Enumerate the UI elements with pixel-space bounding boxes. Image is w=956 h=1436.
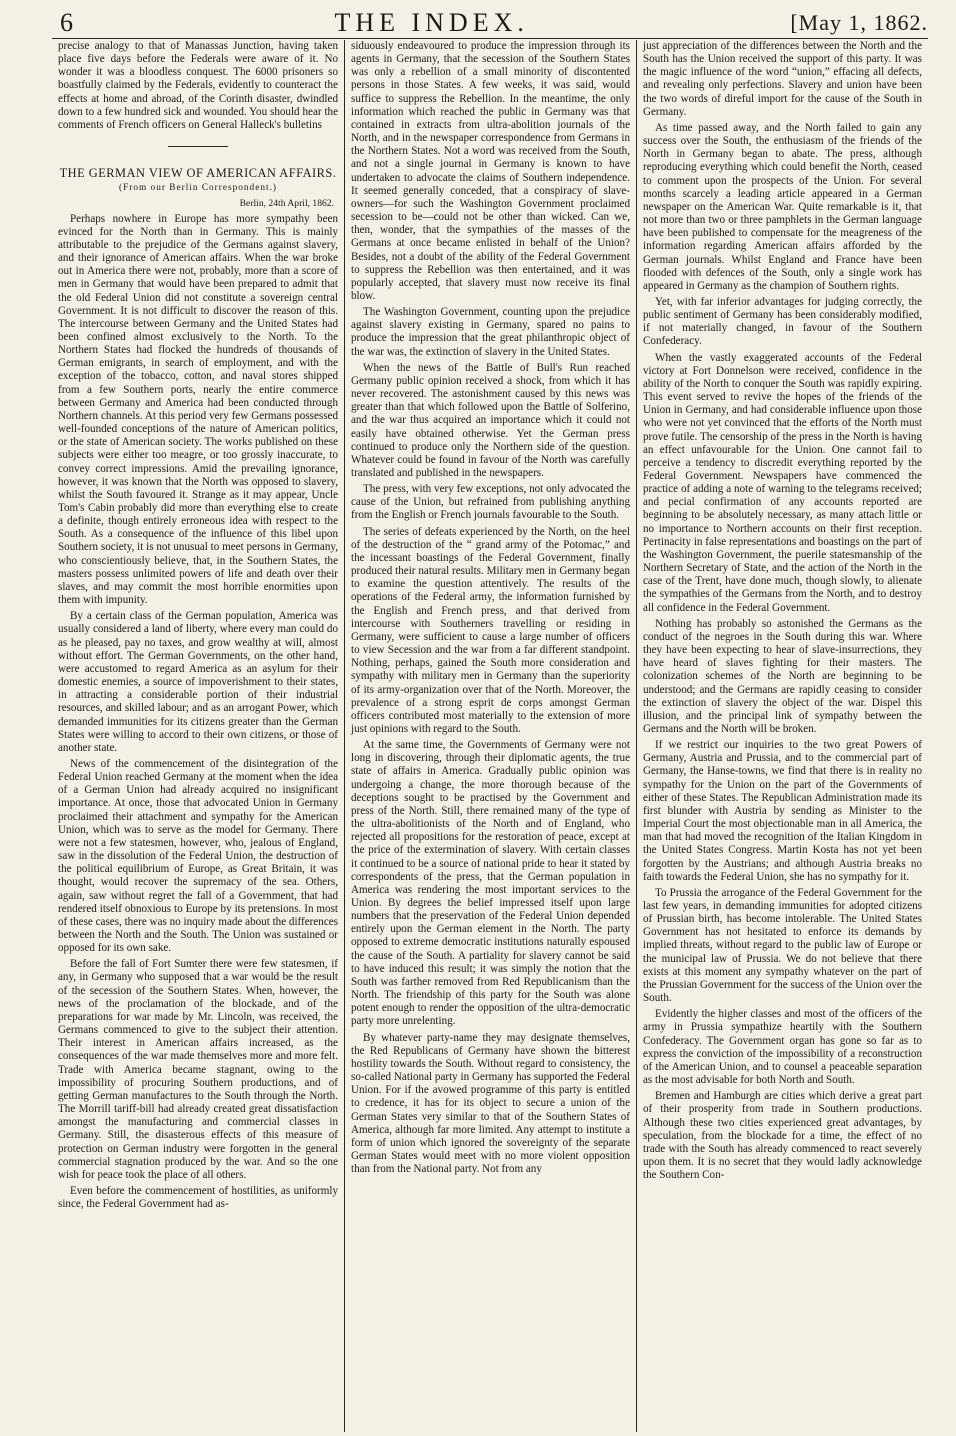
paragraph: To Prussia the arrogance of the Federal Government for the last few years, in demanding immunities for adopted citizens of Prussian birth, has become intolerable. The United States Government has not hesitated to enforce its demands by implied threats, without regard to the public law of Europe or the municipal law of Prussia. We do not believe that there exists at this moment any sympathy whatever on the part of the Prussian Government for the success of the Union over the South. — [643, 886, 922, 1005]
paragraph: Evidently the higher classes and most of the officers of the army in Prussia sympathize heartily with the Southern Confederacy. The Government organ has gone so far as to express the conviction of the impossibility of a reconstruction of the American Union, and to counsel a peaceable separation as the most advisable for both North and South. — [643, 1008, 922, 1087]
paragraph: By whatever party-name they may designate themselves, the Red Republicans of Germany have shown the bitterest hostility towards the South. Without regard to consistency, the so-called National party in Germany has supported the Federal Union. For if the avowed programme of this party is entitled to credence, it has for its object to secure a union of the German States very similar to that of the Southern States of America, although far more limited. Any attempt to institute a form of union which ignored the sovereignty of the separate German States would meet with no more violent opposition than from the National party. Not from any — [351, 1031, 630, 1176]
paragraph: Before the fall of Fort Sumter there were few statesmen, if any, in Germany who supposed that a war would be the result of the secession of the Southern States. When, however, the news of the proclamation of the blockade, and of the preparations for war made by Mr. Lincoln, was received, the Germans commenced to give to the subject their attention. Their interest in American affairs increased, as the consequences of the war made themselves more and more felt. Trade with America became stagnant, owing to the impossibility of procuring Southern productions, and of getting German manufactures to the South through the North. The Morrill tariff-bill had already created great dissatisfaction amongst the manufacturing and commercial classes in Germany. Still, the disasterous effects of this measure of protection on German industry were forgotten in the general commercial stagnation produced by the war. And so the one wish for peace took the place of all others. — [58, 958, 338, 1181]
article-title: THE GERMAN VIEW OF AMERICAN AFFAIRS. — [59, 166, 337, 181]
paragraph: When the vastly exaggerated accounts of the Federal victory at Fort Donnelson were received, confidence in the ability of the North to conquer the South was rapidly expiring. This event served to revive the hopes of the friends of the Union in Germany, and had considerable influence upon those who were not yet convinced that the efforts of the North must prove futile. The censorship of the press in the North is having an effect unfavourable for the Union. One cannot fail to perceive a tendency to discredit everything reported by the Federal Government. Newspapers have commenced the practice of adding a note of warning to the telegrams received; and pecial confirmation of any accounts reported are beginning to be absolutely necessary, as many attach little or no importance to Northern accounts on their first reception. Pertinacity in false representations and boastings on the part of the Washington Government, the puerile statesmanship of the Northern Secretary of State, and the action of the North in the case of the Trent, have done much, though slowly, to alienate the sympathies of the Germans from the North, and to destroy all confidence in the Federal Government. — [643, 351, 922, 614]
paragraph: If we restrict our inquiries to the two great Powers of Germany, Austria and Prussia, and to the commercial part of Germany, the Hanse-towns, we find that there is in reality no sympathy for the Union on the part of the Governments of either of these States. The Republican Administration made its first blunder with Austria by sending as Minister to the Imperial Court the most objectionable man in all America, the man that had moved the recognition of the Italian Kingdom in the United States Congress. Martin Kosta has not yet been forgotten by the Austrians; and although Austria breaks no faith towards the Federal Union, she has no sympathy for it. — [643, 739, 922, 883]
paragraph: Yet, with far inferior advantages for judging correctly, the public sentiment of Germany has been considerably modified, if not materially changed, in favour of the Southern Confederacy. — [643, 295, 922, 348]
page-number: 6 — [60, 8, 73, 37]
paragraph: Nothing has probably so astonished the Germans as the conduct of the negroes in the South during this war. Where they have been expecting to hear of slave-insurrections, they have heard of slaves fighting for their masters. The colonization schemes of the North are beginning to be understood; and the Germans are rapidly ceasing to consider the extinction of slavery the object of the war. Dispel this illusion, and the principal link of sympathy between the Germans and the North will be broken. — [643, 617, 922, 735]
article-byline: (From our Berlin Correspondent.) — [118, 183, 277, 194]
paragraph: News of the commencement of the disintegration of the Federal Union reached Germany at the moment when the idea of a German Union had already acquired no insignificant importance. At once, those that advocated Union in Germany proclaimed their attachment and sympathy for the American Union, which was to serve as the model for Germany. There were not a few statesmen, however, who, jealous of England, saw in the dissolution of the Federal Union, the destruction of the political equilibrium of Europe, as Great Britain, it was thought, would recover the supremacy of the sea. Others, again, saw without regret the fall of a Government, that had rendered itself obnoxious to Europe by its pretensions. In most of these cases, there was no inquiry made about the differences between the North and the South. The Union was sustained or opposed for its own sake. — [58, 757, 338, 955]
article-dateline: Berlin, 24th April, 1862. — [239, 198, 334, 210]
paragraph: The series of defeats experienced by the North, on the heel of the destruction of the “ grand army of the Potomac,” and the incessant boastings of the Federal Government, finally produced their natural results. Military men in Germany began to examine the question attentively. The results of the operations of the Federal army, the information furnished by the English and French press, and that derived from intercourse with Southerners travelling or residing in Germany, were sufficient to cause a large number of officers to view Secession and the war from a far different standpoint. Nothing, perhaps, gained the South more consideration and sympathy with military men in Germany than the superiority of its army-organization over that of the North. Moreover, the prevalence of a strong esprit de corps amongst German officers contributed most materially to the extension of more just opinions with regard to the South. — [351, 525, 630, 735]
paragraph: Even before the commencement of hostilities, as uniformly since, the Federal Government had as- — [58, 1184, 338, 1211]
paragraph: As time passed away, and the North failed to gain any success over the South, the enthusiasm of the friends of the North in Germany began to abate. The press, although reproducing everything which could benefit the North, ceased to comment upon the prospects of the Union. For several months scarcely a leading article appeared in a German newspaper on the American War. Quite remarkable is it, that not more than two or three pamphlets in the German language have been published to compensate for the meagreness of the information regarding American affairs afforded by the German journals. Whilst England and France have been flooded with defences of the South, only a single work has appeared in Germany as the champion of Southern rights. — [643, 121, 922, 292]
column-2 — [344, 40, 636, 1432]
paragraph: Bremen and Hamburgh are cities which derive a great part of their prosperity from trade in Southern productions. Although these two cities experienced great advantages, by speculation, from the blockade for a time, the effect of no trade with the South has already commenced to react severely upon them. It is no secret that they would ladly acknowledge the Southern Con- — [643, 1090, 922, 1182]
paragraph: By a certain class of the German population, America was usually considered a land of liberty, where every man could do as he pleased, pay no taxes, and grow wealthy at will, almost without effort. The German Governments, on the other hand, were accustomed to regard America as an asylum for their domestic enemies, a source of impoverishment to their states, in attracting a considerable portion of their industrial resources, and skilled labour; and as an arrogant Power, which demanded immunities for its citizens greater than the German States were willing to accord to their own citizens, or those of another state. — [58, 610, 338, 754]
paragraph: The press, with very few exceptions, not only advocated the cause of the Union, but refrained from publishing anything from the English or French journals favourable to the South. — [351, 483, 630, 522]
paragraph: At the same time, the Governments of Germany were not long in discovering, through their diplomatic agents, the true state of affairs in America. Gradually public opinion was undergoing a change, the more thorough because of the deceptions sought to be practised by the Government and press of the North. Still, there remained many of the type of the ultra-abolitionists of the North and of England, who rejected all propositions for the restoration of peace, except at the price of the extermination of slavery. With certain classes it continued to be a source of national pride to hear it stated by correspondents of the press, that the German population in America was rendering the most important services to the Union. By degrees the belief impressed itself upon large numbers that the preservation of the Federal Union depended entirely upon the German element in the North. The party opposed to extreme democratic institutions naturally espoused the cause of the South. A partiality for slavery cannot be said to have induced this result; it was simply the notion that the South was farther removed from Red Republicanism than the North. The friendship of this party for the South was alone potent enough to render the opposition of the ultra-democratic party more unrelenting. — [351, 739, 630, 1028]
page-header — [52, 4, 928, 39]
paragraph: The Washington Government, counting upon the prejudice against slavery existing in Germany, spared no pains to produce the impression that the great philanthropic object of the war was, the extinction of slavery in the United States. — [351, 306, 630, 358]
paragraph: siduously endeavoured to produce the impression through its agents in Germany, that the secession of the Southern States was only a rebellion of a small minority of discontented persons in those States. A few weeks, it was said, would suffice to suppress the Rebellion. In the meantime, the only information which reached the public in Germany was that contained in extracts from ultra-abolition journals of the North, and in the newspaper correspondence from Germans in the Northern States. Not a word was received from the South, and not a single journal in Germany is known to have undertaken to advocate the claims of Southern independence. It seemed generally conceded, that a conspiracy of slave-owners—for such the Washington Government proclaimed secession to be—could not be other than wicked. Can we, then, wonder, that the sympathies of the masses of the Germans at once became enlisted in behalf of the Union? Besides, not a doubt of the ability of the Federal Government to suppress the Rebellion was then entertained, and it was popularly accepted, that slavery must now receive its final blow. — [351, 40, 630, 302]
masthead-title: THE INDEX. — [334, 8, 529, 37]
paragraph: Perhaps nowhere in Europe has more sympathy been evinced for the North than in Germany. This is mainly attributable to the prejudice of the Germans against slavery, and their ignorance of American affairs. When the war broke out in America there were not, probably, more than a score of men in Germany that would have been prepared to admit that the old Federal Union did not constitute a sovereign central Government. It is not difficult to discover the reason of this. The intercourse between Germany and the United States had been confined almost exclusively to the North. To the Northern States had flocked the hundreds of thousands of German emigrants, in search of employment, and with the exception of the tobacco, cotton, and naval stores shipped from a few Southern ports, nearly the entire commerce between Germany and America had been conducted through Northern channels. At this period very few Germans possessed well-founded conceptions of the nature of American politics, or the state of American society. The works published on these subjects were either too meagre, or too grossly inaccurate, to convey correct impressions. Amid the prevailing ignorance, however, it was known that the North was opposed to slavery, whilst the South favoured it. Strange as it may appear, Uncle Tom's Cabin probably did more than everything else to create a definite, though entirely erroneous idea with respect to the South. As a consequence of the influence of this libel upon Southern society, it is not unusual to meet persons in Germany, who conscientiously believe, that, in the Southern States, the masters possess unlimited powers of life and death over their slaves, and may commit the most horrible enormities upon them with impunity. — [58, 212, 338, 607]
paragraph: just appreciation of the differences between the North and the South has the Union received the support of this party. It was the magic influence of the word “union,” effacing all defects, and revealing only perfections. Slavery and union have been the two words of direful import for the cause of the South in Germany. — [643, 40, 922, 118]
paragraph: When the news of the Battle of Bull's Run reached Germany public opinion received a shock, from which it has never recovered. The astonishment caused by this news was greater than that which followed upon the Battle of Solferino, and the war thus acquired an importance which it could not easily have obtained otherwise. Yet the German press continued to produce only the Northern side of the question. Whatever could be found in favour of the North was carefully translated and published in the newspapers. — [351, 361, 630, 479]
issue-date: [May 1, 1862. — [790, 10, 928, 35]
column-1 — [52, 40, 344, 1432]
columns — [52, 40, 928, 1432]
section-divider — [168, 146, 228, 147]
column-3 — [636, 40, 928, 1432]
paragraph: precise analogy to that of Manassas Junction, having taken place five days before the Federals were aware of it. No wonder it was a bloodless conquest. The 6000 prisoners so boastfully claimed by the Federals, evidently to counteract the effects at home and abroad, of the Corinth disaster, dwindled down to a few hundred sick and wounded. You should hear the comments of French officers on General Halleck's bulletins — [58, 40, 338, 131]
